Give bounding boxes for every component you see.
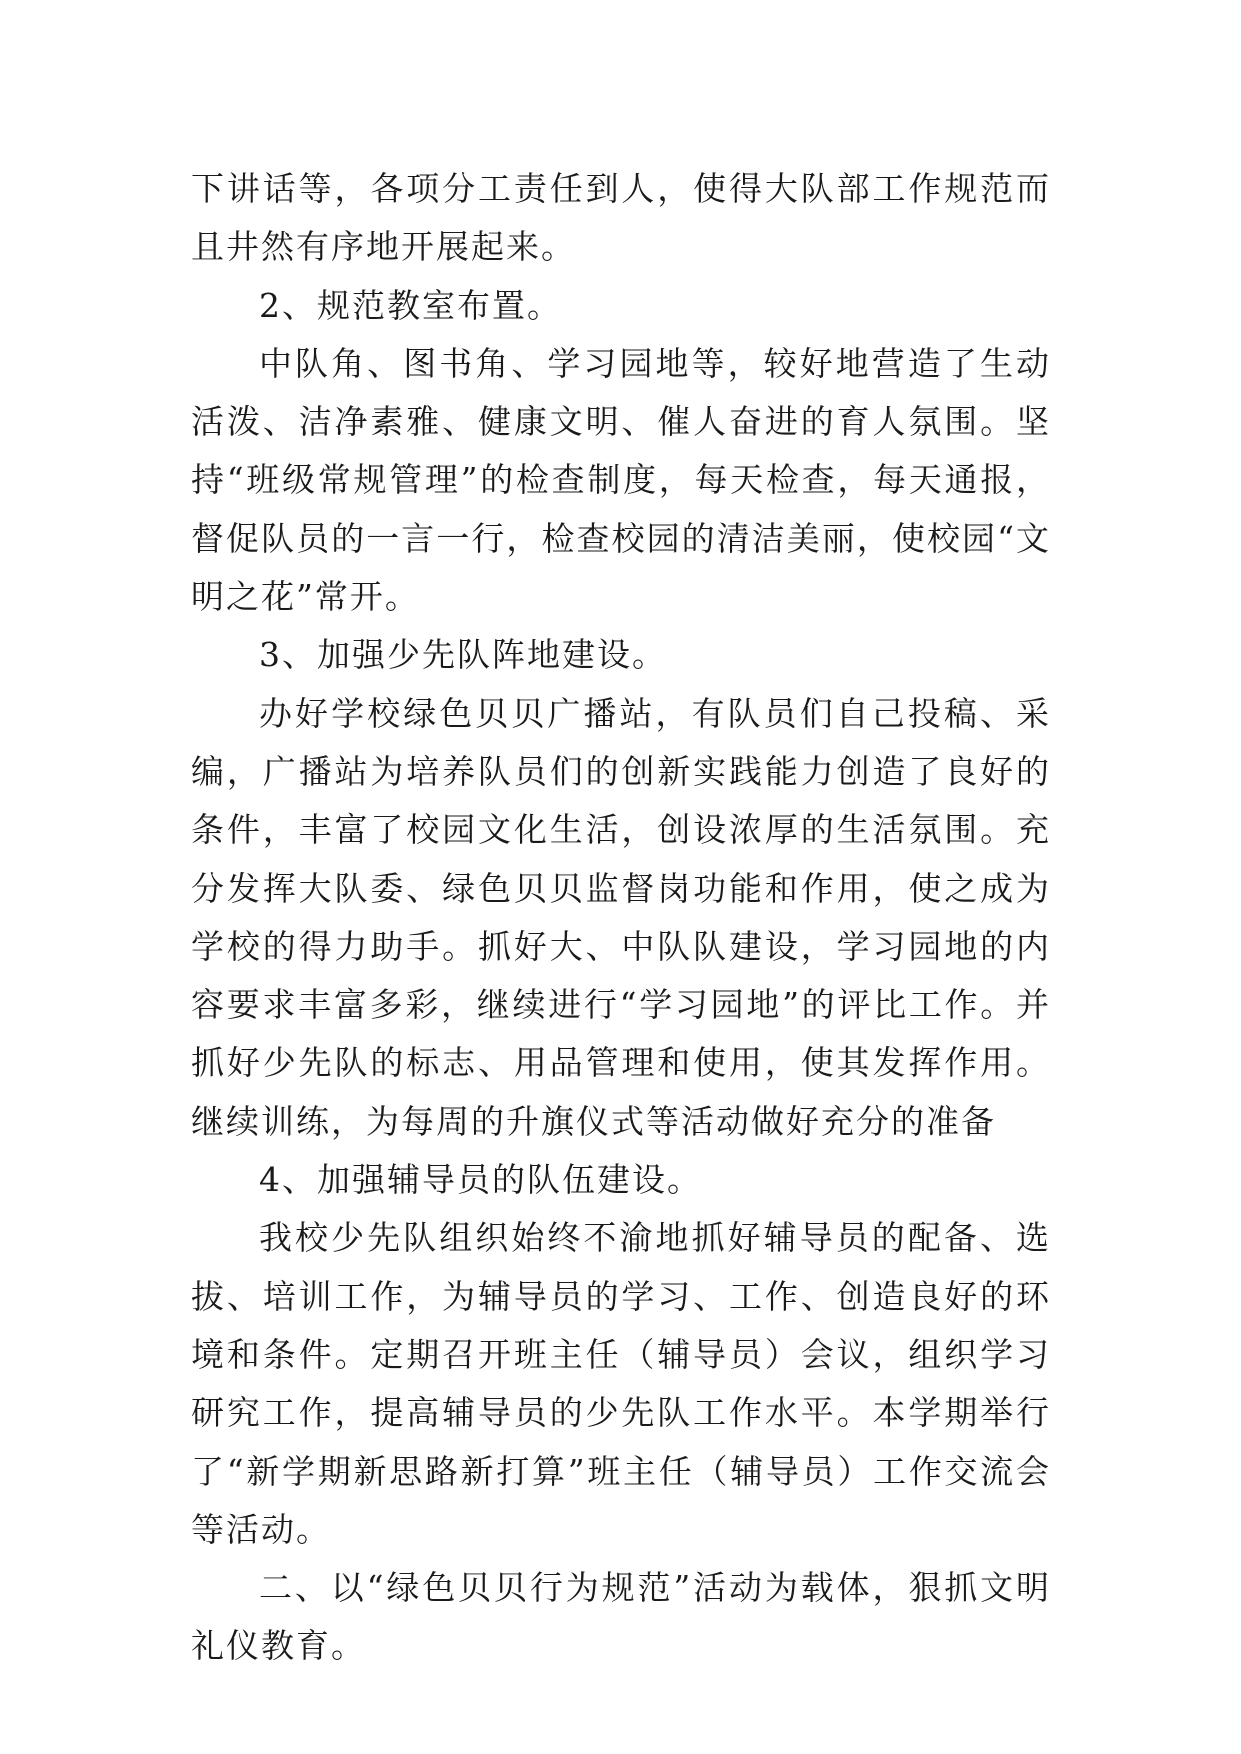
heading-classroom-layout: 2、规范教室布置。 <box>259 285 562 325</box>
heading-counselor-team: 4、加强辅导员的队伍建设。 <box>259 1160 702 1200</box>
paragraph-continuation: 下讲话等，各项分工责任到人，使得大队部工作规范而且井然有序地开展起来。 <box>191 169 1051 267</box>
paragraph-counselor-team: 我校少先队组织始终不渝地抓好辅导员的配备、选拔、培训工作，为辅导员的学习、工作、创造良好的环境和条件。定期召开班主任（辅导员）会议，组织学习研究工作，提高辅导员的少先队工作水平。本学期举行了“新学期新思路新打算”班主任（辅导员）工作交流会等活动。 <box>191 1218 1051 1549</box>
paragraph-classroom-layout: 中队角、图书角、学习园地等，较好地营造了生动活泼、洁净素雅、健康文明、催人奋进的育人氛围。坚持“班级常规管理”的检查制度，每天检查，每天通报，督促队员的一言一行，检查校园的清洁美丽，使校园“文明之花”常开。 <box>191 343 1051 617</box>
paragraph-position-building: 办好学校绿色贝贝广播站，有队员们自己投稿、采编，广播站为培养队员们的创新实践能力创造了良好的条件，丰富了校园文化生活，创设浓厚的生活氛围。充分发挥大队委、绿色贝贝监督岗功能和作用，使之成为学校的得力助手。抓好大、中队队建设，学习园地的内容要求丰富多彩，继续进行“学习园地”的评比工作。并抓好少先队的标志、用品管理和使用，使其发挥作用。继续训练，为每周的升旗仪式等活动做好充分的准备 <box>191 693 1051 1141</box>
heading-etiquette-education: 二、以“绿色贝贝行为规范”活动为载体，狠抓文明礼仪教育。 <box>191 1568 1051 1666</box>
heading-position-building: 3、加强少先队阵地建设。 <box>259 635 667 675</box>
document-body <box>191 160 1051 1676</box>
